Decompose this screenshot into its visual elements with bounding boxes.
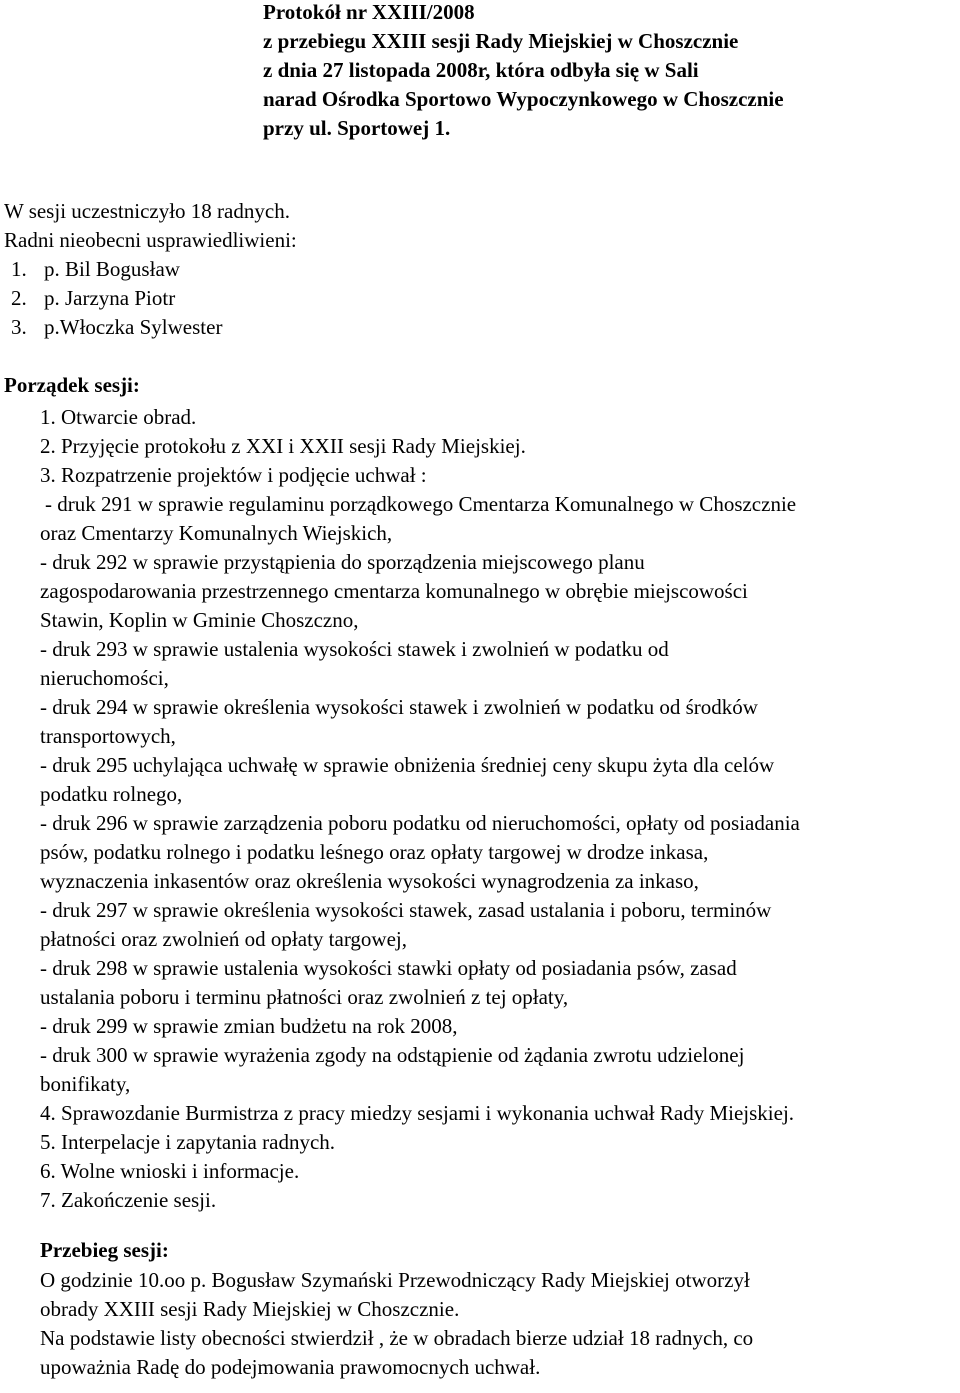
- agenda-item: 5. Interpelacje i zapytania radnych.: [40, 1130, 336, 1154]
- title-line: z dnia 27 listopada 2008r, która odbyła się w Sali: [263, 58, 699, 82]
- list-number: 3.: [11, 315, 27, 339]
- agenda-subline: - druk 293 w sprawie ustalenia wysokości stawek i zwolnień w podatku od: [40, 637, 669, 661]
- attendance-section: [4, 197, 297, 342]
- agenda-item: 7. Zakończenie sesji.: [40, 1188, 217, 1212]
- agenda-subline: nieruchomości,: [40, 666, 169, 690]
- absent-name: p. Jarzyna Piotr: [44, 286, 176, 310]
- title-line: narad Ośrodka Sportowo Wypoczynkowego w Choszcznie: [263, 87, 784, 111]
- absent-name: p.Włoczka Sylwester: [44, 315, 223, 339]
- proceedings-line: Na podstawie listy obecności stwierdził , że w obradach bierze udział 18 radnych, co: [40, 1326, 754, 1350]
- agenda-subline: bonifikaty,: [40, 1072, 131, 1096]
- agenda-item: 2. Przyjęcie protokołu z XXI i XXII sesji Rady Miejskiej.: [40, 434, 526, 458]
- agenda-subline: - druk 299 w sprawie zmian budżetu na rok 2008,: [40, 1014, 458, 1038]
- agenda-subline: płatności oraz zwolnień od opłaty targowej,: [40, 927, 408, 951]
- proceedings-text: [40, 1266, 753, 1382]
- agenda-item: 6. Wolne wnioski i informacje.: [40, 1159, 300, 1183]
- list-item: [11, 255, 297, 284]
- absent-list: [4, 255, 297, 342]
- agenda-subline: oraz Cmentarzy Komunalnych Wiejskich,: [40, 521, 393, 545]
- agenda-subline: - druk 297 w sprawie określenia wysokości stawek, zasad ustalania i poboru, terminów: [40, 898, 772, 922]
- title-line: Protokół nr XXIII/2008: [263, 0, 475, 24]
- agenda-item: 1. Otwarcie obrad.: [40, 405, 197, 429]
- agenda-subline: transportowych,: [40, 724, 176, 748]
- proceedings-heading: Przebieg sesji:: [40, 1238, 169, 1262]
- absent-name: p. Bil Bogusław: [44, 257, 180, 281]
- document-title: [263, 0, 784, 143]
- agenda-subline: - druk 298 w sprawie ustalenia wysokości stawki opłaty od posiadania psów, zasad: [40, 956, 737, 980]
- proceedings-line: upoważnia Radę do podejmowania prawomocnych uchwał.: [40, 1355, 541, 1379]
- agenda-subline: - druk 294 w sprawie określenia wysokości stawek i zwolnień w podatku od środków: [40, 695, 758, 719]
- list-item: [11, 284, 297, 313]
- agenda-heading: Porządek sesji:: [4, 373, 140, 397]
- absent-label: Radni nieobecni usprawiedliwieni:: [4, 228, 297, 252]
- agenda-subline: zagospodarowania przestrzennego cmentarza komunalnego w obrębie miejscowości: [40, 579, 748, 603]
- title-line: z przebiegu XXIII sesji Rady Miejskiej w Choszcznie: [263, 29, 739, 53]
- list-number: 2.: [11, 286, 27, 310]
- agenda-subline: - druk 300 w sprawie wyrażenia zgody na odstąpienie od żądania zwrotu udzielonej: [40, 1043, 745, 1067]
- agenda-subline: - druk 296 w sprawie zarządzenia poboru podatku od nieruchomości, opłaty od posiadania: [40, 811, 800, 835]
- attendance-present: W sesji uczestniczyło 18 radnych.: [4, 199, 290, 223]
- agenda-subline: - druk 291 w sprawie regulaminu porządkowego Cmentarza Komunalnego w Choszcznie: [45, 492, 797, 516]
- agenda-item: 4. Sprawozdanie Burmistrza z pracy miedzy sesjami i wykonania uchwał Rady Miejskiej.: [40, 1101, 795, 1125]
- list-item: [11, 313, 297, 342]
- agenda-subline: wyznaczenia inkasentów oraz określenia wysokości wynagrodzenia za inkaso,: [40, 869, 699, 893]
- proceedings-line: O godzinie 10.oo p. Bogusław Szymański Przewodniczący Rady Miejskiej otworzył: [40, 1268, 750, 1292]
- title-line: przy ul. Sportowej 1.: [263, 116, 451, 140]
- agenda-item: 3. Rozpatrzenie projektów i podjęcie uchwał :: [40, 463, 427, 487]
- agenda-subline: psów, podatku rolnego i podatku leśnego oraz opłaty targowej w drodze inkasa,: [40, 840, 709, 864]
- agenda-list: [40, 403, 958, 1215]
- agenda-subline: podatku rolnego,: [40, 782, 183, 806]
- agenda-subline: - druk 295 uchylająca uchwałę w sprawie obniżenia średniej ceny skupu żyta dla celów: [40, 753, 775, 777]
- agenda-subline: ustalania poboru i terminu płatności oraz zwolnień z tej opłaty,: [40, 985, 569, 1009]
- proceedings-line: obrady XXIII sesji Rady Miejskiej w Choszcznie.: [40, 1297, 460, 1321]
- list-number: 1.: [11, 257, 27, 281]
- agenda-subline: - druk 292 w sprawie przystąpienia do sporządzenia miejscowego planu: [40, 550, 645, 574]
- agenda-subline: Stawin, Koplin w Gminie Choszczno,: [40, 608, 359, 632]
